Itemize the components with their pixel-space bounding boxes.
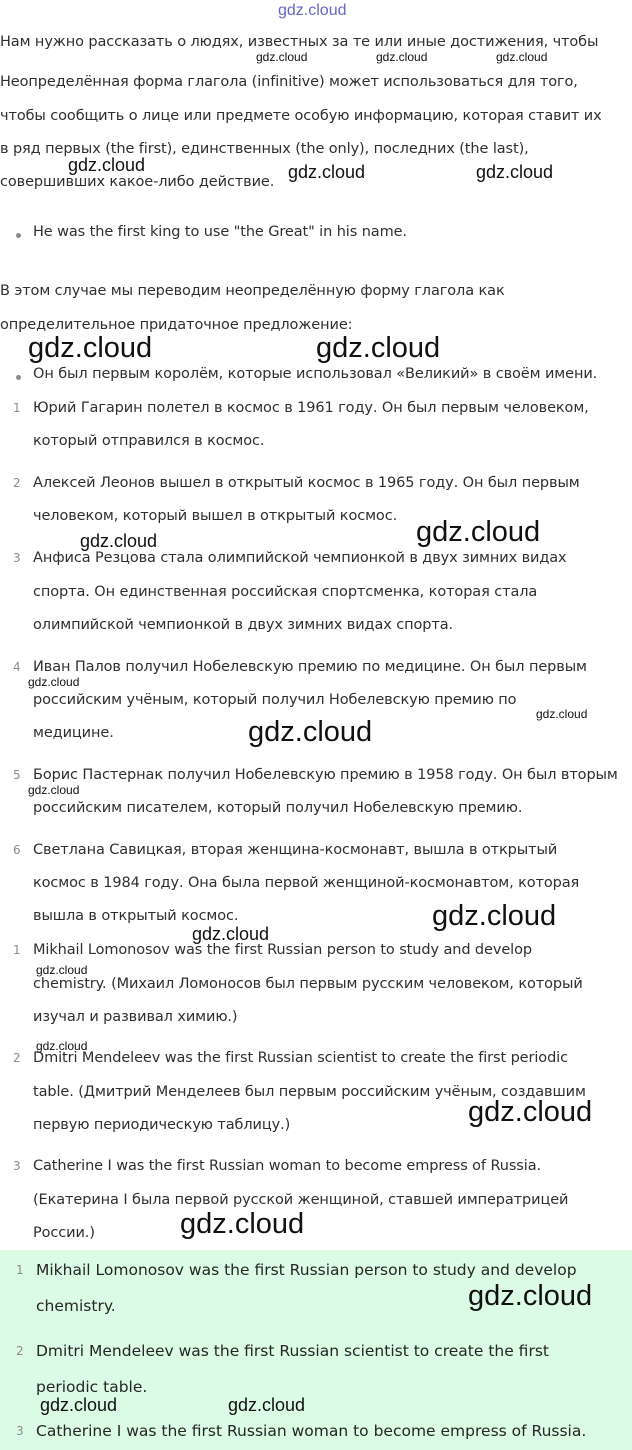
watermark: gdz.cloud bbox=[416, 516, 541, 548]
watermark: gdz.cloud bbox=[28, 783, 80, 797]
watermark: gdz.cloud bbox=[256, 50, 308, 64]
answer-line: Dmitri Mendeleev was the first Russian scientist to create the first bbox=[36, 1342, 549, 1360]
watermark: gdz.cloud bbox=[40, 1395, 118, 1415]
item-number: 2 bbox=[13, 1051, 21, 1065]
example-english: He was the first king to use "the Great" in his name. bbox=[33, 224, 407, 240]
item-number: 5 bbox=[13, 768, 21, 782]
watermark: gdz.cloud bbox=[316, 332, 441, 364]
watermark: gdz.cloud bbox=[248, 716, 373, 748]
watermark: gdz.cloud bbox=[68, 155, 146, 175]
example-russian: Он был первым королём, которые использовал «Великий» в своём имени. bbox=[33, 366, 598, 382]
answer-number: 2 bbox=[16, 1344, 24, 1358]
answer-number: 3 bbox=[16, 1424, 24, 1438]
watermark: gdz.cloud bbox=[468, 1280, 593, 1312]
item-number: 2 bbox=[13, 476, 21, 490]
list-item-line: человеком, который вышел в открытый космос. bbox=[33, 508, 398, 524]
watermark: gdz.cloud bbox=[496, 50, 548, 64]
translation-note-line: определительное придаточное предложение: bbox=[0, 317, 353, 333]
intro-line: чтобы сообщить о лице или предмете особую информацию, которая ставит их bbox=[0, 108, 602, 124]
list-item-line: (Екатерина I была первой русской женщиной, ставшей императрицей bbox=[33, 1192, 569, 1208]
watermark: gdz.cloud bbox=[80, 531, 158, 551]
list-item-line: Борис Пастернак получил Нобелевскую премию в 1958 году. Он был вторым bbox=[33, 767, 618, 783]
list-item-line: Анфиса Резцова стала олимпийской чемпионкой в двух зимних видах bbox=[33, 550, 567, 566]
answer-line: Mikhail Lomonosov was the first Russian person to study and develop bbox=[36, 1261, 577, 1279]
item-number: 4 bbox=[13, 660, 21, 674]
watermark: gdz.cloud bbox=[376, 50, 428, 64]
list-item-line: спорта. Он единственная российская спортсменка, которая стала bbox=[33, 584, 538, 600]
watermark: gdz.cloud bbox=[192, 924, 270, 944]
watermark: gdz.cloud bbox=[228, 1395, 306, 1415]
bullet-icon bbox=[16, 233, 21, 238]
list-item-line: первую периодическую таблицу.) bbox=[33, 1117, 291, 1133]
item-number: 1 bbox=[13, 401, 21, 415]
list-item-line: изучал и развивал химию.) bbox=[33, 1009, 238, 1025]
intro-line: Неопределённая форма глагола (infinitive) может использоваться для того, bbox=[0, 74, 578, 90]
watermark: gdz.cloud bbox=[28, 675, 80, 689]
list-item-line: Catherine I was the first Russian woman to become empress of Russia. bbox=[33, 1158, 541, 1174]
item-number: 1 bbox=[13, 943, 21, 957]
list-item-line: вышла в открытый космос. bbox=[33, 908, 239, 924]
list-item-line: России.) bbox=[33, 1225, 95, 1241]
list-item-line: медицине. bbox=[33, 725, 114, 741]
watermark: gdz.cloud bbox=[36, 963, 88, 977]
list-item-line: олимпийской чемпионкой в двух зимних видах спорта. bbox=[33, 617, 454, 633]
list-item-line: Алексей Леонов вышел в открытый космос в 1965 году. Он был первым bbox=[33, 475, 580, 491]
intro-line: Нам нужно рассказать о людях, известных за те или иные достижения, чтобы bbox=[0, 34, 599, 50]
intro-line: совершивших какое-либо действие. bbox=[0, 174, 275, 190]
list-item-line: российским писателем, который получил Нобелевскую премию. bbox=[33, 800, 523, 816]
intro-line: в ряд первых (the first), единственных (the only), последних (the last), bbox=[0, 141, 529, 157]
answer-line: Catherine I was the first Russian woman to become empress of Russia. bbox=[36, 1422, 587, 1440]
watermark: gdz.cloud bbox=[468, 1096, 593, 1128]
item-number: 6 bbox=[13, 843, 21, 857]
list-item-line: космос в 1984 году. Она была первой женщиной-космонавтом, которая bbox=[33, 875, 580, 891]
site-logo[interactable]: gdz.cloud bbox=[278, 2, 347, 19]
list-item-line: Юрий Гагарин полетел в космос в 1961 году. Он был первым человеком, bbox=[33, 400, 589, 416]
watermark: gdz.cloud bbox=[476, 162, 554, 182]
watermark: gdz.cloud bbox=[288, 162, 366, 182]
item-number: 3 bbox=[13, 1159, 21, 1173]
list-item-line: Mikhail Lomonosov was the first Russian person to study and develop bbox=[33, 942, 532, 958]
answer-line: chemistry. bbox=[36, 1297, 116, 1315]
answer-line: periodic table. bbox=[36, 1378, 148, 1396]
list-item-line: Светлана Савицкая, вторая женщина-космонавт, вышла в открытый bbox=[33, 842, 558, 858]
list-item-line: который отправился в космос. bbox=[33, 433, 265, 449]
list-item-line: Иван Палов получил Нобелевскую премию по медицине. Он был первым bbox=[33, 659, 587, 675]
list-item-line: российским учёным, который получил Нобелевскую премию по bbox=[33, 692, 517, 708]
watermark: gdz.cloud bbox=[432, 900, 557, 932]
list-item-line: chemistry. (Михаил Ломоносов был первым русским человеком, который bbox=[33, 976, 583, 992]
list-item-line: Dmitri Mendeleev was the first Russian scientist to create the first periodic bbox=[33, 1050, 568, 1066]
item-number: 3 bbox=[13, 551, 21, 565]
watermark: gdz.cloud bbox=[536, 707, 588, 721]
answer-number: 1 bbox=[16, 1263, 24, 1277]
translation-note-line: В этом случае мы переводим неопределённую форму глагола как bbox=[0, 283, 505, 299]
bullet-icon bbox=[16, 375, 21, 380]
watermark: gdz.cloud bbox=[36, 1039, 88, 1053]
list-item-line: table. (Дмитрий Менделеев был первым российским учёным, создавшим bbox=[33, 1084, 586, 1100]
watermark: gdz.cloud bbox=[180, 1208, 305, 1240]
watermark: gdz.cloud bbox=[28, 332, 153, 364]
